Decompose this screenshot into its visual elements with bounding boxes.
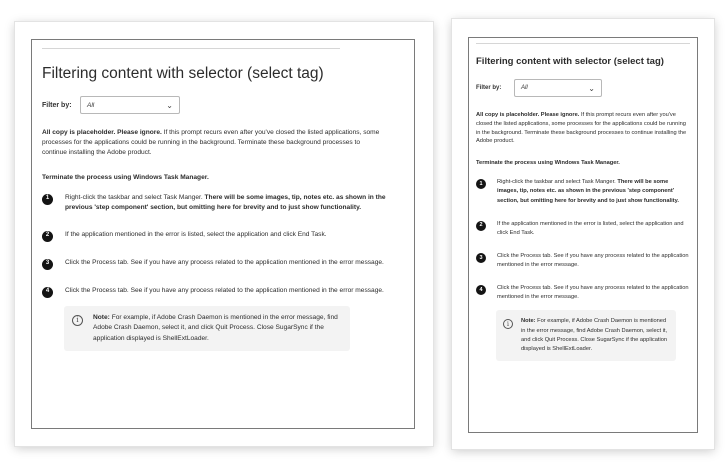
note-box — [64, 306, 350, 352]
step-item — [42, 258, 404, 270]
step-text: Click the Process tab. See if you have any process related to the application mentioned in the error message. — [497, 252, 689, 269]
filter-selected-value: All — [521, 85, 528, 91]
intro-text: If this prompt recurs even after you've closed the listed applications, some processes for the applications could be running in the background. Terminate these background processes to continue installing the Adobe product. — [42, 129, 380, 157]
note-text — [93, 313, 342, 345]
filter-select[interactable] — [80, 96, 180, 114]
filter-row — [42, 96, 404, 114]
step-text: If the application mentioned in the error is listed, select the application and click End Task. — [65, 230, 327, 238]
step-number-badge: 4 — [42, 287, 53, 298]
step-number-badge: 4 — [476, 285, 486, 295]
note-body: For example, if Adobe Crash Daemon is mentioned in the error message, find Adobe Crash Daemon, select it, and click Quit Process. Close SugarSync if the application displayed is ShellExtLoader. — [521, 318, 668, 352]
divider — [42, 48, 340, 49]
step-text — [497, 178, 690, 205]
intro-paragraph — [476, 111, 690, 146]
info-icon: i — [503, 319, 513, 329]
filter-selected-value: All — [87, 101, 95, 109]
mobile-preview-card — [452, 19, 714, 449]
step-number-badge: 2 — [476, 221, 486, 231]
step-item — [42, 193, 404, 214]
step-number-badge: 3 — [42, 259, 53, 270]
note-label: Note: — [521, 318, 536, 325]
step-item — [476, 252, 690, 270]
page-title: Filtering content with selector (select tag) — [476, 56, 664, 67]
subheading: Terminate the process using Windows Task Manager. — [476, 160, 620, 167]
step-plain-text: Right-click the taskbar and select Task Manger. — [497, 179, 618, 186]
step-text: Click the Process tab. See if you have any process related to the application mentioned in the error message. — [65, 286, 384, 294]
steps-list — [42, 193, 404, 298]
intro-text: If this prompt recurs even after you've closed the listed applications, some processes for the applications could be running in the background. Terminate these background processes to continue installing the Adobe product. — [476, 112, 687, 145]
step-item — [42, 286, 404, 298]
steps-list — [476, 178, 690, 302]
chevron-down-icon: ⌄ — [588, 83, 595, 93]
step-text: Click the Process tab. See if you have any process related to the application mentioned in the error message. — [497, 285, 689, 301]
info-icon: i — [72, 315, 83, 326]
intro-paragraph — [42, 128, 404, 159]
step-number-badge: 3 — [476, 253, 486, 263]
chevron-down-icon: ⌄ — [166, 100, 173, 110]
filter-label: Filter by: — [476, 85, 502, 91]
step-bold-text: There will be some images, tip, notes etc. as shown in the previous 'step component' section, but omitting here for brevity and to just show functionality. — [65, 193, 386, 212]
filter-label: Filter by: — [42, 101, 72, 109]
note-body: For example, if Adobe Crash Daemon is mentioned in the error message, find Adobe Crash Daemon, select it, and click Quit Process. Close SugarSync if the application displayed is ShellExtLoader. — [93, 313, 338, 342]
filter-row — [476, 79, 690, 97]
step-number-badge: 1 — [476, 179, 486, 189]
note-box — [496, 310, 676, 361]
intro-bold: All copy is placeholder. Please ignore. — [42, 129, 162, 136]
filter-select[interactable] — [514, 79, 602, 97]
desktop-preview-card — [15, 22, 433, 446]
step-bold-text: There will be some images, tip, notes etc. as shown in the previous 'step component' section, but omitting here for brevity and to just show functionality. — [497, 179, 679, 204]
note-label: Note: — [93, 313, 110, 321]
step-item — [476, 220, 690, 238]
step-item — [476, 178, 690, 205]
step-plain-text: Right-click the taskbar and select Task Manger. — [65, 193, 205, 201]
note-text — [521, 317, 669, 354]
content-panel — [31, 39, 415, 429]
subheading: Terminate the process using Windows Task Manager. — [42, 173, 209, 181]
step-text: If the application mentioned in the error is listed, select the application and click End Task. — [497, 220, 684, 236]
step-text — [65, 193, 404, 214]
page-title: Filtering content with selector (select tag) — [42, 65, 324, 82]
divider — [476, 43, 690, 44]
intro-bold: All copy is placeholder. Please ignore. — [476, 112, 580, 118]
content-panel — [468, 37, 698, 433]
step-item — [476, 284, 690, 302]
step-number-badge: 1 — [42, 194, 53, 205]
step-number-badge: 2 — [42, 231, 53, 242]
step-item — [42, 230, 404, 242]
step-text: Click the Process tab. See if you have any process related to the application mentioned in the error message. — [65, 258, 384, 266]
